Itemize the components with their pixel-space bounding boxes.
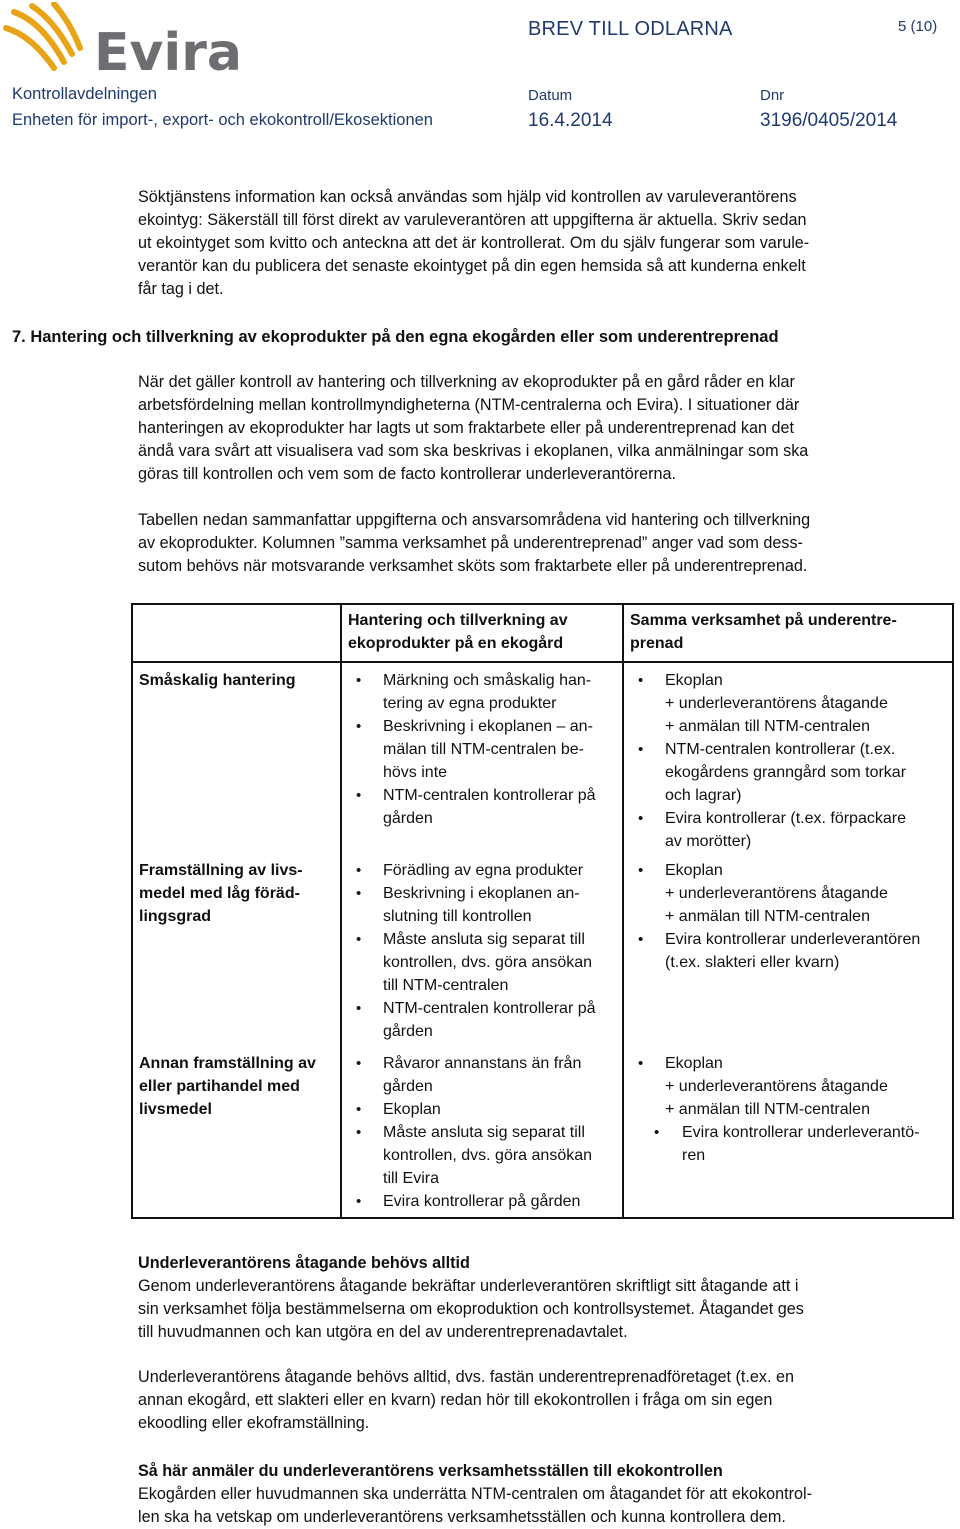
- text-line: • NTM-centralen kontrollerar på: [383, 1000, 596, 1017]
- list-item: [630, 807, 946, 853]
- list-item: [630, 1121, 946, 1167]
- table-header-row: [132, 604, 953, 662]
- header-line: prenad: [630, 635, 684, 652]
- text-line: till NTM-centralen: [383, 977, 509, 994]
- text-line: kontrollen, dvs. göra ansökan: [383, 1147, 593, 1164]
- date-value: 16.4.2014: [528, 110, 613, 131]
- empty-corner-cell: [132, 604, 341, 662]
- row-header-line: livsmedel: [139, 1101, 212, 1118]
- document-type: BREV TILL ODLARNA: [528, 18, 733, 40]
- text-line: tering av egna produkter: [383, 695, 557, 712]
- notify-paragraph: [138, 1483, 940, 1529]
- list-item: [630, 928, 946, 974]
- list-item: [348, 784, 616, 830]
- text-line: • Evira kontrollerar underleverantö-: [682, 1124, 920, 1141]
- text-line: • Måste ansluta sig separat till: [383, 1124, 585, 1141]
- list-item: [630, 1052, 946, 1121]
- subheading: Så här anmäler du underleverantörens verksamhetsställen till ekokontrollen: [138, 1462, 723, 1480]
- text-line: gården: [383, 810, 433, 827]
- text-line: av ekoprodukter. Kolumnen ”samma verksamhet på underentreprenad” anger vad som dess-: [138, 534, 803, 552]
- text-line: mälan till NTM-centralen be-: [383, 741, 584, 758]
- list-item: [348, 1190, 616, 1213]
- table-row: [132, 662, 953, 856]
- list-item: [630, 669, 946, 738]
- text-line: göras till kontrollen och vem som de facto kontrollerar underleverantörerna.: [138, 465, 677, 483]
- text-line: + anmälan till NTM-centralen: [665, 1101, 870, 1118]
- text-line: ekoodling eller ekoframställning.: [138, 1414, 370, 1432]
- text-line: kontrollen, dvs. göra ansökan: [383, 954, 593, 971]
- row-header-line: Annan framställning av: [139, 1055, 316, 1072]
- text-line: • NTM-centralen kontrollerar (t.ex.: [665, 741, 896, 758]
- table-cell: [341, 1046, 623, 1218]
- text-line: ren: [682, 1147, 706, 1164]
- text-line: • Ekoplan: [665, 672, 723, 689]
- date-label: Datum: [528, 87, 573, 104]
- list-item: [630, 738, 946, 807]
- text-line: (t.ex. slakteri eller kvarn): [665, 954, 840, 971]
- text-line: sutom behövs när motsvarande verksamhet sköts som fraktarbete eller på underentreprenad.: [138, 557, 808, 575]
- list-item: [348, 859, 616, 882]
- text-line: • Evira kontrollerar (t.ex. förpackare: [665, 810, 906, 827]
- text-line: • NTM-centralen kontrollerar på: [383, 787, 596, 804]
- section7-paragraph-2: [138, 509, 940, 578]
- list-item: [630, 859, 946, 928]
- text-line: + underleverantörens åtagande: [665, 695, 888, 712]
- text-line: Söktjänstens information kan också användas som hjälp vid kontrollen av varuleverantörens: [138, 188, 797, 206]
- section-heading: 7. Hantering och tillverkning av ekoprodukter på den egna ekogården eller som underentreprenad: [12, 328, 779, 346]
- text-line: • Ekoplan: [383, 1101, 441, 1118]
- row-header-line: Framställning av livs-: [139, 862, 303, 879]
- text-line: gården: [383, 1023, 433, 1040]
- list-item: [348, 1052, 616, 1098]
- row-header: [132, 662, 341, 856]
- header-line: ekoprodukter på en ekogård: [348, 635, 564, 652]
- list-item: [348, 1121, 616, 1190]
- text-line: arbetsfördelning mellan kontrollmyndigheterna (NTM-centralerna och Evira). I situationer där: [138, 396, 800, 414]
- text-line: gården: [383, 1078, 433, 1095]
- dnr-label: Dnr: [760, 87, 785, 104]
- table-cell: [623, 1046, 953, 1218]
- section7-paragraph-1: [138, 371, 940, 486]
- table-cell: [341, 856, 623, 1046]
- text-line: slutning till kontrollen: [383, 908, 532, 925]
- text-line: • Råvaror annanstans än från: [383, 1055, 582, 1072]
- text-line: till huvudmannen och kan utgöra en del av underentreprenadavtalet.: [138, 1323, 628, 1341]
- text-line: När det gäller kontroll av hantering och tillverkning av ekoprodukter på en gård råder en klar: [138, 373, 795, 391]
- dnr-value: 3196/0405/2014: [760, 110, 898, 131]
- list-item: [348, 882, 616, 928]
- list-item: [348, 928, 616, 997]
- table-row: [132, 1046, 953, 1218]
- text-line: Tabellen nedan sammanfattar uppgifterna och ansvarsområdena vid hantering och tillverkning: [138, 511, 811, 529]
- row-header: [132, 1046, 341, 1218]
- text-line: hanteringen av ekoprodukter har lagts ut som fraktarbete eller på underentreprenad kan det: [138, 419, 795, 437]
- table-row: [132, 856, 953, 1046]
- text-line: Genom underleverantörens åtagande bekräftar underleverantören skriftligt sitt åtagande att i: [138, 1277, 799, 1295]
- responsibility-table: [131, 603, 954, 1219]
- text-line: ekogårdens granngård som torkar: [665, 764, 907, 781]
- row-header-line: Småskalig hantering: [139, 672, 296, 689]
- text-line: • Måste ansluta sig separat till: [383, 931, 585, 948]
- text-line: • Ekoplan: [665, 862, 723, 879]
- text-line: • Evira kontrollerar underleverantören: [665, 931, 921, 948]
- commitment-paragraph-2: [138, 1366, 940, 1435]
- text-line: • Beskrivning i ekoplanen an-: [383, 885, 580, 902]
- column-header: [341, 604, 623, 662]
- wheat-emblem-icon: [6, 4, 80, 68]
- subheading: Underleverantörens åtagande behövs alltid: [138, 1254, 470, 1272]
- text-line: får tag i det.: [138, 280, 224, 298]
- text-line: Underleverantörens åtagande behövs alltid, dvs. fastän underentreprenadföretaget (t.ex. en: [138, 1368, 795, 1386]
- row-header-line: lingsgrad: [139, 908, 212, 925]
- text-line: • Förädling av egna produkter: [383, 862, 584, 879]
- row-header: [132, 856, 341, 1046]
- table-cell: [341, 662, 623, 856]
- text-line: ekointyg: Säkerställ till först direkt av varuleverantören att uppgifterna är aktuella. Skriv sedan: [138, 211, 807, 229]
- text-line: + underleverantörens åtagande: [665, 1078, 888, 1095]
- text-line: Ekogården eller huvudmannen ska underrätta NTM-centralen om åtagandet för att ekokontrol-: [138, 1485, 812, 1503]
- page-number: 5 (10): [898, 18, 938, 35]
- list-item: [348, 997, 616, 1043]
- text-line: • Beskrivning i ekoplanen – an-: [383, 718, 593, 735]
- text-line: och lagrar): [665, 787, 742, 804]
- text-line: av morötter): [665, 833, 752, 850]
- logo-text: Evira: [94, 23, 242, 76]
- department: Kontrollavdelningen: [12, 85, 157, 103]
- header-line: Samma verksamhet på underentre-: [630, 612, 897, 629]
- text-line: • Ekoplan: [665, 1055, 723, 1072]
- text-line: hövs inte: [383, 764, 448, 781]
- list-item: [348, 669, 616, 715]
- text-line: • Evira kontrollerar på gården: [383, 1193, 581, 1210]
- text-line: till Evira: [383, 1170, 440, 1187]
- text-line: ut ekointyget som kvitto och anteckna att det är kontrollerat. Om du själv fungerar som varule-: [138, 234, 810, 252]
- text-line: sin verksamhet följa bestämmelserna om ekoproduktion och kontrollsystemet. Åtagandet ges: [138, 1300, 804, 1318]
- text-line: ändå vara svårt att visualisera vad som ska beskrivas i ekoplanen, vilka anmälningar som ska: [138, 442, 809, 460]
- text-line: len ska ha vetskap om underleverantörens verksamhetsställen och kunna kontrollera dem.: [138, 1508, 786, 1526]
- text-line: + anmälan till NTM-centralen: [665, 908, 870, 925]
- table-cell: [623, 662, 953, 856]
- column-header: [623, 604, 953, 662]
- list-item: [348, 715, 616, 784]
- evira-logo: [2, 2, 242, 76]
- text-line: verantör kan du publicera det senaste ekointyget på din egen hemsida så att kunderna enkelt: [138, 257, 806, 275]
- row-header-line: medel med låg föräd-: [139, 885, 300, 902]
- text-line: + underleverantörens åtagande: [665, 885, 888, 902]
- unit: Enheten för import-, export- och ekokontroll/Ekosektionen: [12, 111, 433, 129]
- commitment-paragraph-1: [138, 1275, 940, 1344]
- text-line: + anmälan till NTM-centralen: [665, 718, 870, 735]
- text-line: • Märkning och småskalig han-: [383, 672, 592, 689]
- list-item: [348, 1098, 616, 1121]
- header-line: Hantering och tillverkning av: [348, 612, 568, 629]
- text-line: annan ekogård, ett slakteri eller en kvarn) redan hör till ekokontrollen i fråga om sin egen: [138, 1391, 773, 1409]
- intro-paragraph: [138, 186, 940, 301]
- table-cell: [623, 856, 953, 1046]
- row-header-line: eller partihandel med: [139, 1078, 300, 1095]
